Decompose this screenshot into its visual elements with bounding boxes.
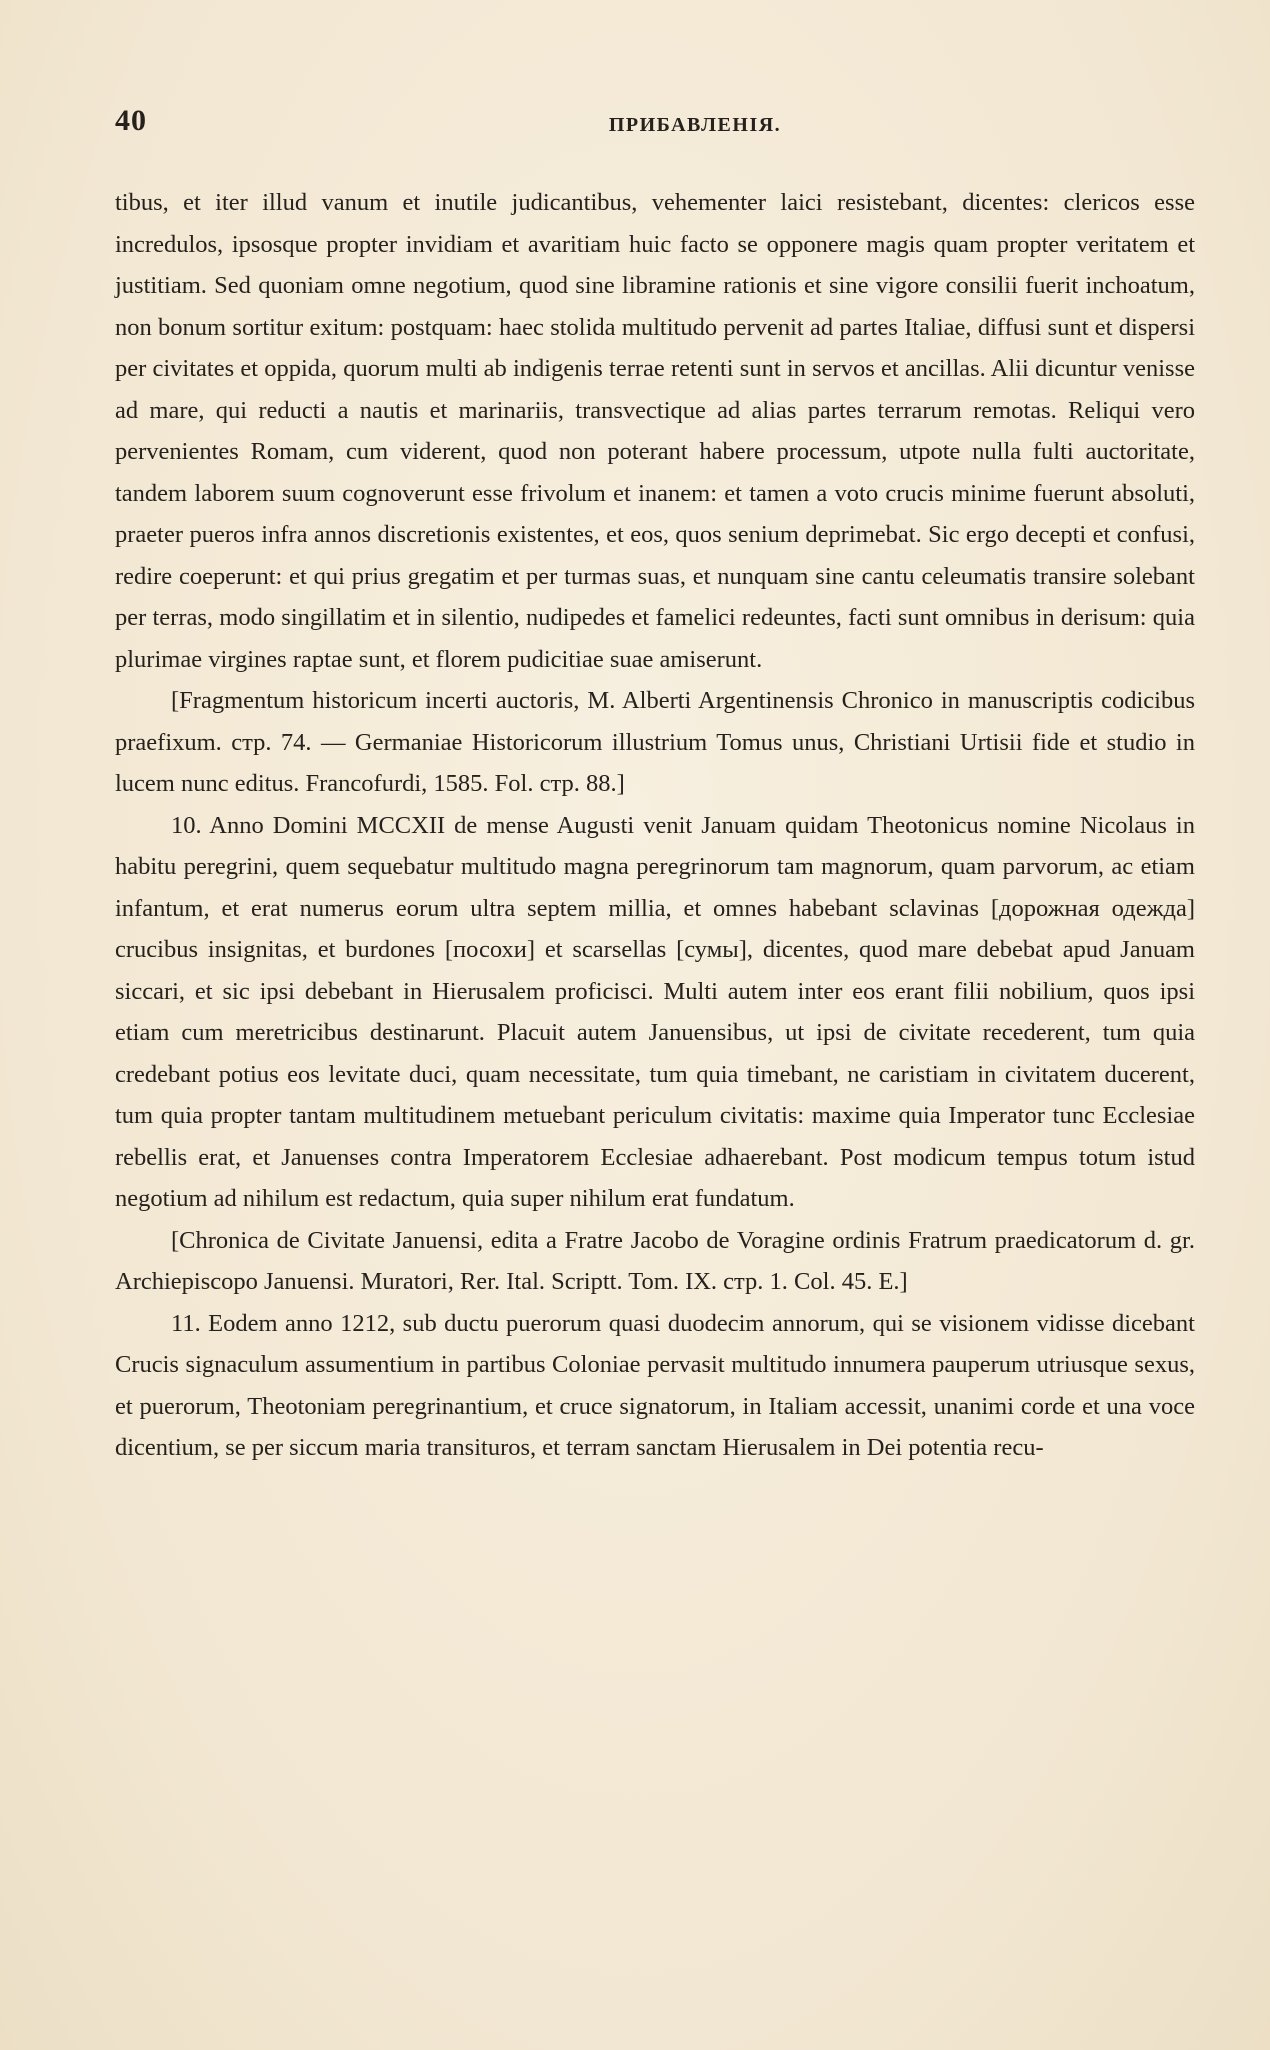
citation-chronica: [Chronica de Civitate Januensi, edita a Fratre Jacobo de Voragine ordinis Fratrum praedicatorum d. gr. Archiepiscopo Januensi. Muratori, Rer. Ital. Scriptt. Tom. IX. стр. 1. Col. 45. E.] xyxy=(115,1226,1195,1295)
paragraph-continuation: tibus, et iter illud vanum et inutile judicantibus, vehementer laici resistebant, dicentes: clericos esse incredulos, ipsosque propter invidiam et avaritiam huic facto se opponere magis quam propter veritatem et justitiam. Sed quoniam omne negotium, quod sine libramine rationis et sine vigore consilii fuerit inchoatum, non bonum sortitur exitum: postquam: haec stolida multitudo pervenit ad partes Italiae, diffusi sunt et dispersi per civitates et oppida, quorum multi ab indigenis terrae retenti sunt in servos et ancillas. Alii dicuntur venisse ad mare, qui reducti a nautis et marinariis, transvectique ad alias partes terrarum remotas. Reliqui vero pervenientes Romam, cum viderent, quod non poterant habere processum, utpote nulla fulti auctoritate, tandem laborem suum cognoverunt esse frivolum et inanem: et tamen a voto crucis minime fuerunt absoluti, praeter pueros infra annos discretionis existentes, et eos, quos senium deprimebat. Sic ergo decepti et confusi, redire coeperunt: et qui prius gregatim et per turmas suas, et nunquam sine cantu celeumatis transire solebant per terras, modo singillatim et in silentio, nudipedes et famelici redeuntes, facti sunt omnibus in derisum: quia plurimae virgines raptae sunt, et florem pudicitiae suae amiserunt. xyxy=(115,189,1195,673)
citation-fragmentum: [Fragmentum historicum incerti auctoris, M. Alberti Argentinensis Chronico in manuscriptis codicibus praefixum. стр. 74. — Germaniae Historicorum illustrium Tomus unus, Christiani Urtisii fide et studio in lucem nunc editus. Francofurdi, 1585. Fol. стр. 88.] xyxy=(115,687,1195,797)
paragraph-10: 10. Anno Domini MCCXII de mense Augusti venit Januam quidam Theotonicus nomine Nicolaus in habitu peregrini, quem sequebatur multitudo magna peregrinorum tam magnorum, quam parvorum, ac etiam infantum, et erat numerus eorum ultra septem millia, et omnes habebant sclavinas [дорожная одежда] crucibus insignitas, et burdones [посохи] et scarsellas [сумы], dicentes, quod mare debebat apud Januam siccari, et sic ipsi debebant in Hierusalem proficisci. Multi autem inter eos erant filii nobilium, quos ipsi etiam cum meretricibus destinarunt. Placuit autem Januensibus, ut ipsi de civitate recederent, tum quia credebant potius eos levitate duci, quam necessitate, tum quia timebant, ne caristiam in civitatem ducerent, tum quia propter tantam multitudinem metuebant periculum civitatis: maxime quia Imperator tunc Ecclesiae rebellis erat, et Januenses contra Imperatorem Ecclesiae adhaerebant. Post modicum tempus totum istud negotium ad nihilum est redactum, quia super nihilum erat fundatum. xyxy=(115,811,1195,1212)
paragraph-11: 11. Eodem anno 1212, sub ductu puerorum quasi duodecim annorum, qui se visionem vidisse dicebant Crucis signaculum assumentium in partibus Coloniae pervasit multitudo innumera pauperum utriusque sexus, et puerorum, Theotoniam peregrinantium, et cruce signatorum, in Italiam accessit, unanimi corde et una voce dicentium, se per siccum maria transituros, et terram sanctam Hierusalem in Dei potentia recu- xyxy=(115,1309,1195,1461)
page-number: 40 xyxy=(115,104,147,137)
page-header xyxy=(115,104,1195,144)
running-title: ПРИБАВЛЕНІЯ. xyxy=(608,114,782,136)
body-text xyxy=(115,182,1195,1469)
